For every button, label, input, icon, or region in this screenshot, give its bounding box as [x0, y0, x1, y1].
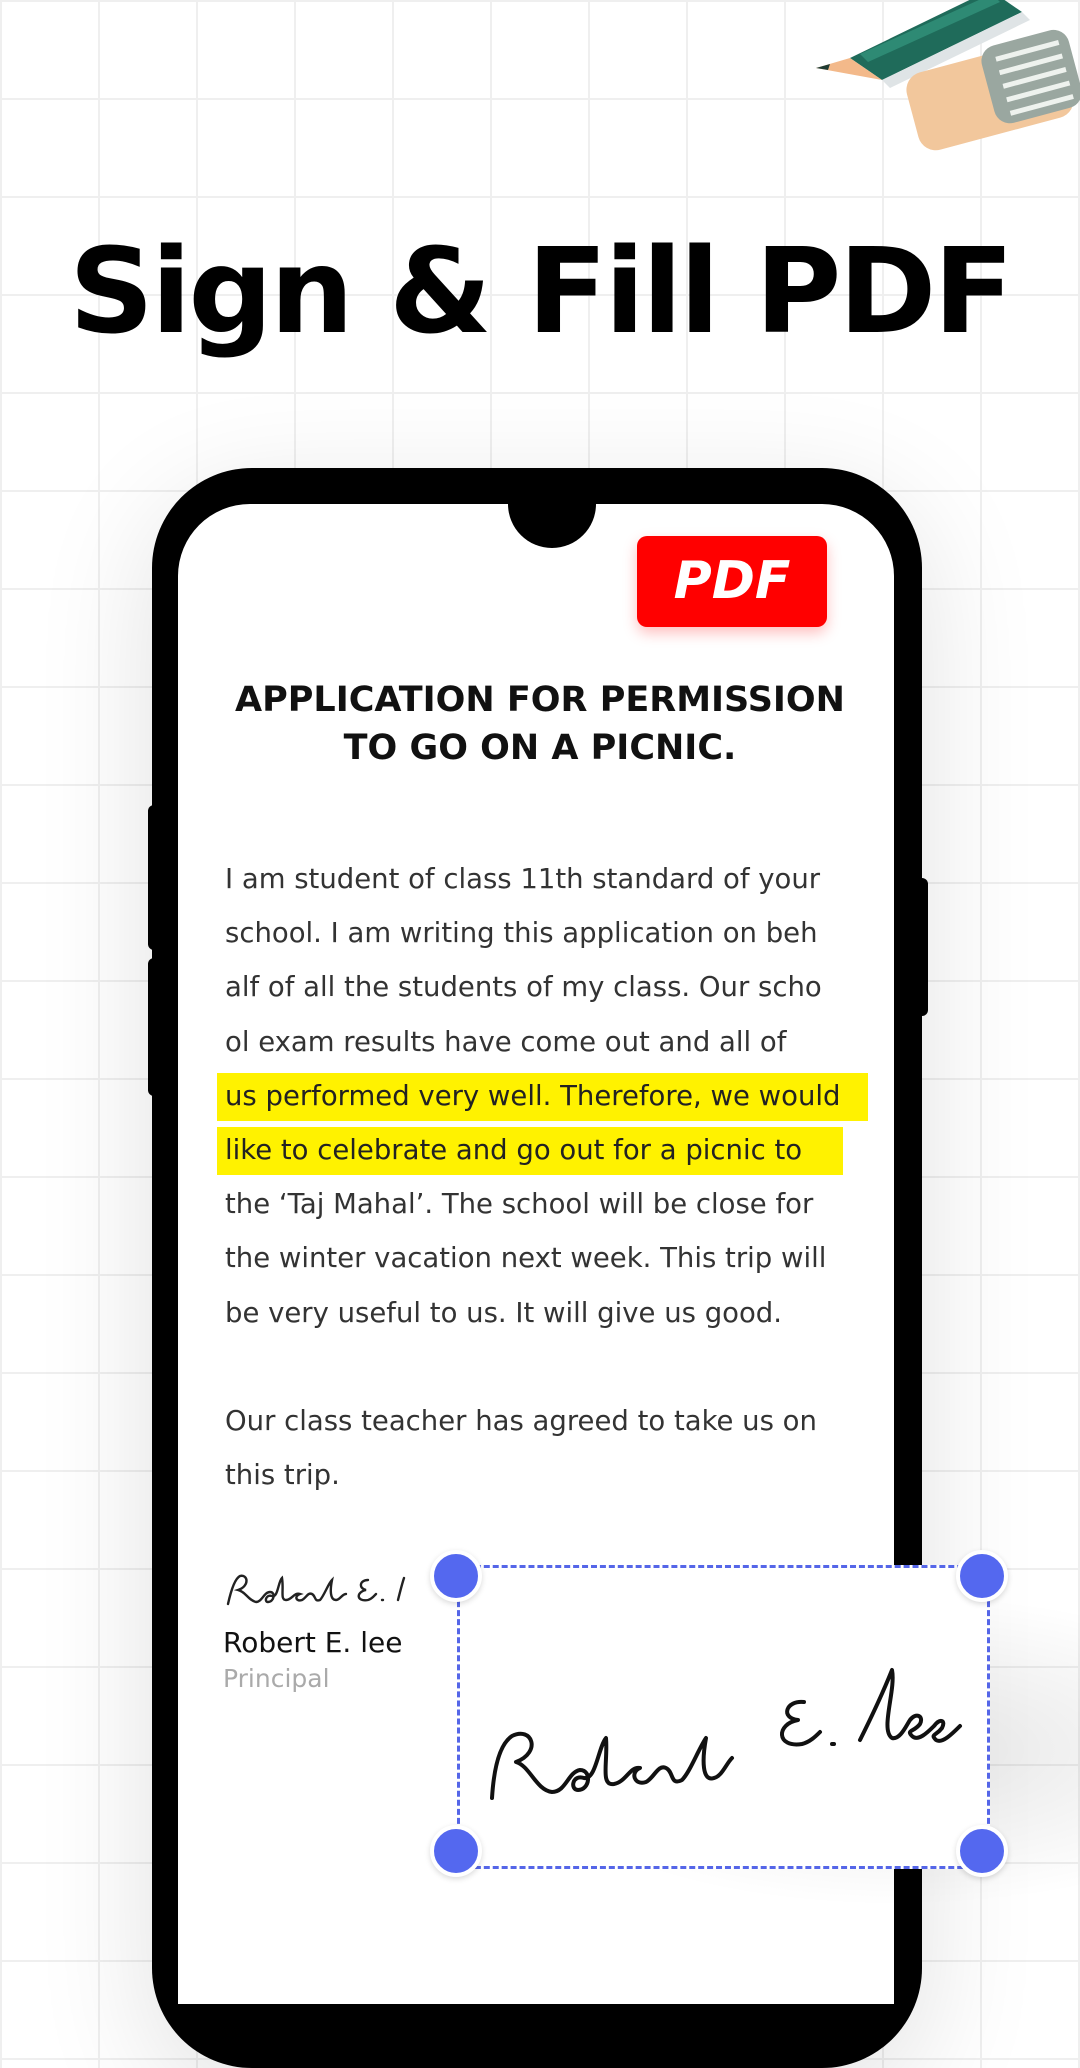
document-signature — [222, 1566, 432, 1616]
document-title-line: TO GO ON A PICNIC. — [343, 728, 737, 768]
document-line: ol exam results have come out and all of — [225, 1026, 787, 1058]
document-line: be very useful to us. It will give us good. — [225, 1297, 783, 1329]
resize-handle-bottom-right[interactable] — [956, 1825, 1008, 1877]
pdf-badge: PDF — [637, 536, 827, 627]
document-line: this trip. — [225, 1459, 340, 1491]
document-line-highlighted: us performed very well. Therefore, we would — [225, 1080, 841, 1112]
document-line-highlighted: like to celebrate and go out for a picnic to — [225, 1134, 803, 1166]
document-line: the ‘Taj Mahal’. The school will be close for — [225, 1188, 814, 1220]
headline: Sign & Fill PDF — [68, 222, 1012, 360]
signer-name: Robert E. lee — [223, 1626, 403, 1659]
resize-handle-top-right[interactable] — [956, 1550, 1008, 1602]
document-line: alf of all the students of my class. Our scho — [225, 971, 822, 1003]
resize-handle-bottom-left[interactable] — [430, 1825, 482, 1877]
signer-role: Principal — [223, 1664, 330, 1693]
document-title — [200, 676, 880, 772]
signature-drawing[interactable] — [480, 1640, 970, 1830]
document-line: the winter vacation next week. This trip will — [225, 1242, 827, 1274]
document-title-line: APPLICATION FOR PERMISSION — [235, 680, 845, 720]
document-line: I am student of class 11th standard of your — [225, 863, 821, 895]
document-line: Our class teacher has agreed to take us on — [225, 1405, 817, 1437]
document-line: school. I am writing this application on beh — [225, 917, 818, 949]
phone-side-button — [148, 958, 162, 1096]
phone-power-button — [914, 878, 928, 1016]
resize-handle-top-left[interactable] — [430, 1550, 482, 1602]
phone-side-button — [148, 805, 162, 950]
stationery-decoration — [760, 0, 1080, 170]
